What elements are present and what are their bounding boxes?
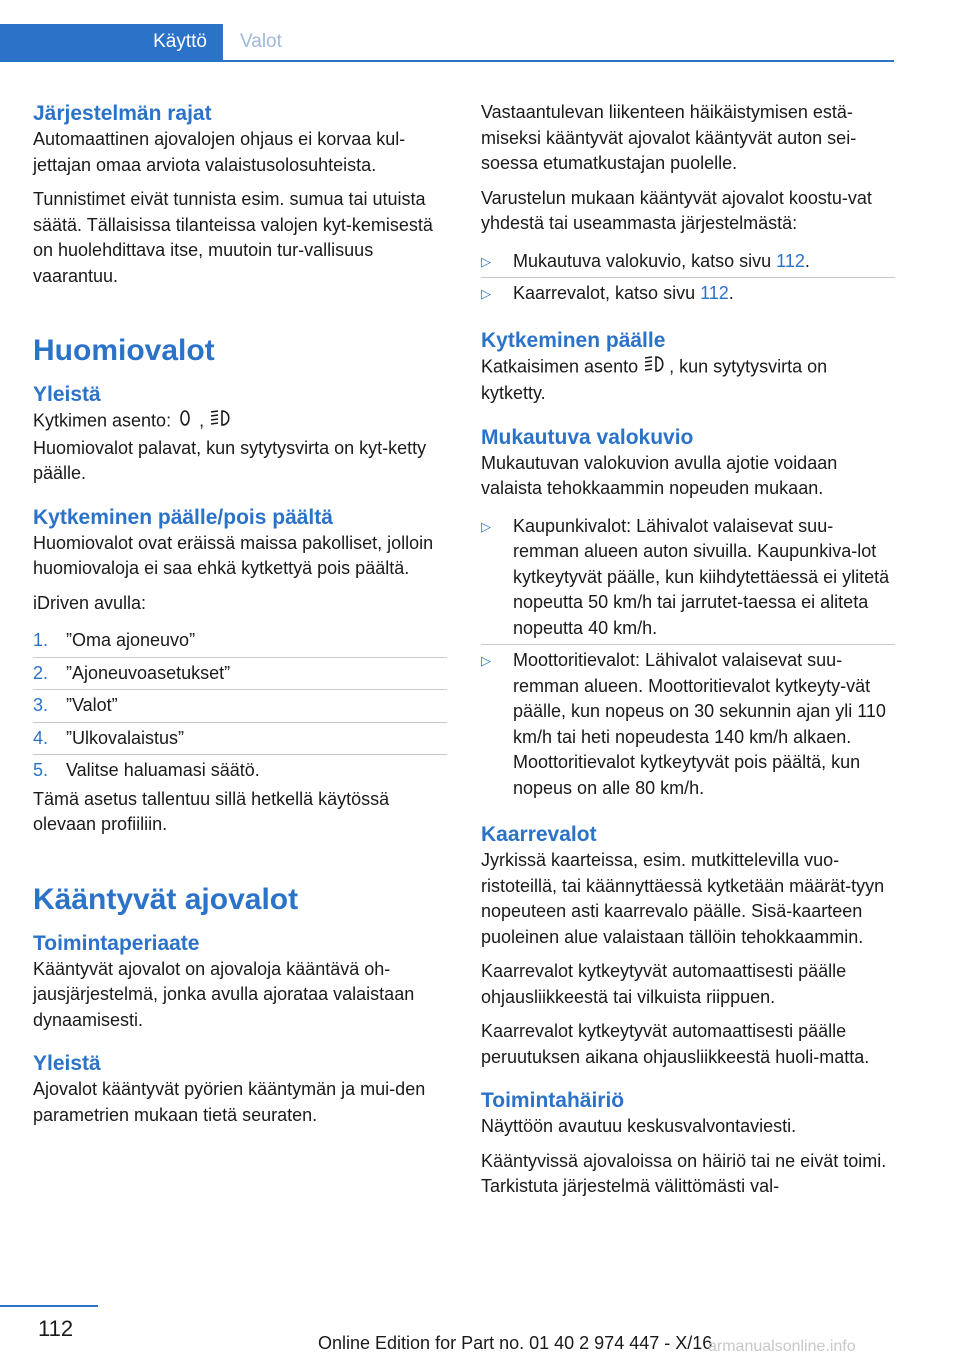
triangle-bullet-icon: ▷ bbox=[481, 286, 491, 301]
systems-list bbox=[481, 246, 895, 310]
section-title-adaptive-light: Mukautuva valokuvio bbox=[481, 425, 694, 449]
paragraph: Automaattinen ajovalojen ohjaus ei korvaa kul-jettajan omaa arviota valaistusolosuhteista. bbox=[33, 129, 406, 175]
list-item-text: Kaupunkivalot: Lähivalot valaisevat suu-remman alueen auton sivuilla. Kaupunkiva-lot kytkeytyvät päälle, kun kiihdytettäessä ei ylitetä nopeutta 50 km/h tai jarrutet-taessa ei aliteta nopeutta 40 km/h. bbox=[513, 515, 890, 638]
switch-position-label: Kytkimen asento: bbox=[33, 410, 172, 431]
header-divider bbox=[0, 60, 894, 62]
idrive-steps-list bbox=[33, 625, 447, 787]
step-number: 2. bbox=[33, 662, 49, 683]
section-title-on-off: Kytkeminen päälle/pois päältä bbox=[33, 505, 333, 529]
step-text: Valitse haluamasi säätö. bbox=[66, 760, 260, 780]
tab-valot[interactable]: Valot bbox=[240, 31, 282, 52]
triangle-bullet-icon: ▷ bbox=[481, 653, 491, 668]
step-text: ”Valot” bbox=[66, 695, 118, 715]
step-number: 4. bbox=[33, 727, 49, 748]
list-item-text: Kaarrevalot, katso sivu bbox=[513, 283, 701, 303]
step-number: 5. bbox=[33, 760, 49, 780]
list-item bbox=[33, 722, 447, 755]
left-column bbox=[33, 100, 447, 1128]
paragraph: Näyttöön avautuu keskusvalvontaviesti. bbox=[481, 1116, 797, 1136]
section-title-principle: Toimintaperiaate bbox=[33, 931, 200, 955]
list-item bbox=[481, 644, 895, 804]
section-title-cornering: Kaarrevalot bbox=[481, 823, 597, 846]
punctuation: . bbox=[728, 283, 734, 303]
paragraph: Huomiovalot palavat, kun sytytysvirta on kyt-ketty päälle. bbox=[33, 437, 427, 483]
paragraph: Huomiovalot ovat eräissä maissa pakolliset, jolloin huomiovaloja ei saa ehkä kytkettyä pois päältä. bbox=[33, 532, 434, 578]
triangle-bullet-icon: ▷ bbox=[481, 518, 491, 534]
list-item bbox=[33, 657, 447, 690]
step-text: ”Ajoneuvoasetukset” bbox=[66, 662, 231, 683]
section-title-switch-on: Kytkeminen päälle bbox=[481, 328, 666, 352]
headlight-auto-icon bbox=[643, 354, 669, 382]
section-title-general-2: Yleistä bbox=[33, 1052, 101, 1075]
tab-kaytto[interactable]: Käyttö bbox=[0, 24, 223, 60]
switch-position-line bbox=[33, 408, 447, 436]
paragraph: Tämä asetus tallentuu sillä hetkellä käytössä olevaan profiiliin. bbox=[33, 788, 390, 834]
header-tabbar bbox=[0, 24, 894, 62]
paragraph: Ajovalot kääntyvät pyörien kääntymän ja mui-den parametrien mukaan tietä seuraten. bbox=[33, 1079, 426, 1125]
paragraph: Mukautuvan valokuvion avulla ajotie voidaan valaista tehokkaammin nopeuden mukaan. bbox=[481, 452, 838, 498]
punctuation: . bbox=[804, 250, 810, 271]
list-item-text: Moottoritievalot: Lähivalot valaisevat suu-remman alueen. Moottoritievalot kytkeyty-vät päälle, kun nopeus on 30 sekunnin ajan yli 110 km/h tai heti nopeudesta 140 km/h alkaen. Moottoritievalot kytkeytyvät pois päältä, kun nopeus on alle 80 km/h. bbox=[513, 650, 886, 798]
section-title-fault: Toimintahäiriö bbox=[481, 1089, 625, 1112]
list-item bbox=[481, 277, 895, 310]
step-text: ”Ulkovalaistus” bbox=[66, 727, 185, 748]
paragraph: Kääntyvät ajovalot on ajovaloja kääntävä oh-jausjärjestelmä, jonka avulla ajorataa valaistaan dynaamisesti. bbox=[33, 958, 415, 1030]
right-column bbox=[481, 100, 895, 1200]
paragraph: Varustelun mukaan kääntyvät ajovalot koostu-vat yhdestä tai useammasta järjestelmästä: bbox=[481, 187, 872, 233]
page-number: 112 bbox=[38, 1316, 74, 1341]
list-item bbox=[481, 246, 895, 278]
paragraph: Kaarrevalot kytkeytyvät automaattisesti päälle peruutuksen aikana ohjausliikkeestä huoli-matta. bbox=[481, 1021, 870, 1067]
idrive-label: iDriven avulla: bbox=[33, 592, 147, 613]
switch-text-post: , kun sytytysvirta on kytketty. bbox=[481, 356, 828, 403]
light-switch-off-icon bbox=[176, 408, 194, 436]
paragraph: Kääntyvissä ajovaloissa on häiriö tai ne eivät toimi. Tarkistuta järjestelmä välittömästi val- bbox=[481, 1150, 887, 1196]
section-title-general: Yleistä bbox=[33, 383, 101, 406]
triangle-bullet-icon: ▷ bbox=[481, 253, 491, 269]
chapter-title-daytime-lights: Huomiovalot bbox=[33, 334, 215, 367]
watermark: armanualsonline.info bbox=[708, 1338, 856, 1355]
separator: , bbox=[199, 410, 205, 431]
paragraph: Vastaantulevan liikenteen häikäistymisen estä-miseksi kääntyvät ajovalot kääntyvät auton sei-soessa etumatkustajan puolelle. bbox=[481, 102, 857, 173]
edition-text: Online Edition for Part no. 01 40 2 974 447 - X/16 bbox=[318, 1333, 713, 1353]
chapter-title-adaptive-headlights: Kääntyvät ajovalot bbox=[33, 882, 299, 916]
paragraph: Tunnistimet eivät tunnista esim. sumua tai utuista säätä. Tällaisissa tilanteissa valojen kyt-kemisestä on huolehdittava itse, muutoin tur-vallisuus vaarantuu. bbox=[33, 189, 433, 286]
section-title-limits: Järjestelmän rajat bbox=[33, 102, 212, 125]
modes-list bbox=[481, 511, 895, 805]
list-item bbox=[33, 754, 447, 787]
paragraph bbox=[481, 354, 895, 407]
daytime-light-icon bbox=[209, 408, 235, 436]
paragraph: Jyrkissä kaarteissa, esim. mutkittelevilla vuo-ristoteillä, tai käännyttäessä kytketään määrät-tyyn nopeuteen asti kaarrevalo päälle. Sisä-kaarteen puoleinen alue valaistaan tällöin tehokkaammin. bbox=[481, 850, 885, 947]
list-item bbox=[481, 511, 895, 645]
paragraph: Kaarrevalot kytkeytyvät automaattisesti päälle ohjausliikkeestä tai vilkuista riippuen. bbox=[481, 961, 847, 1007]
switch-text-pre: Katkaisimen asento bbox=[481, 356, 639, 376]
list-item bbox=[33, 625, 447, 657]
list-item-text: Mukautuva valokuvio, katso sivu bbox=[513, 250, 777, 271]
footer-divider bbox=[0, 1305, 98, 1307]
step-number: 3. bbox=[33, 695, 49, 715]
page-link[interactable]: 112 bbox=[776, 250, 805, 271]
page-link[interactable]: 112 bbox=[700, 283, 729, 303]
list-item bbox=[33, 689, 447, 722]
step-number: 1. bbox=[33, 630, 49, 650]
step-text: ”Oma ajoneuvo” bbox=[66, 630, 196, 650]
